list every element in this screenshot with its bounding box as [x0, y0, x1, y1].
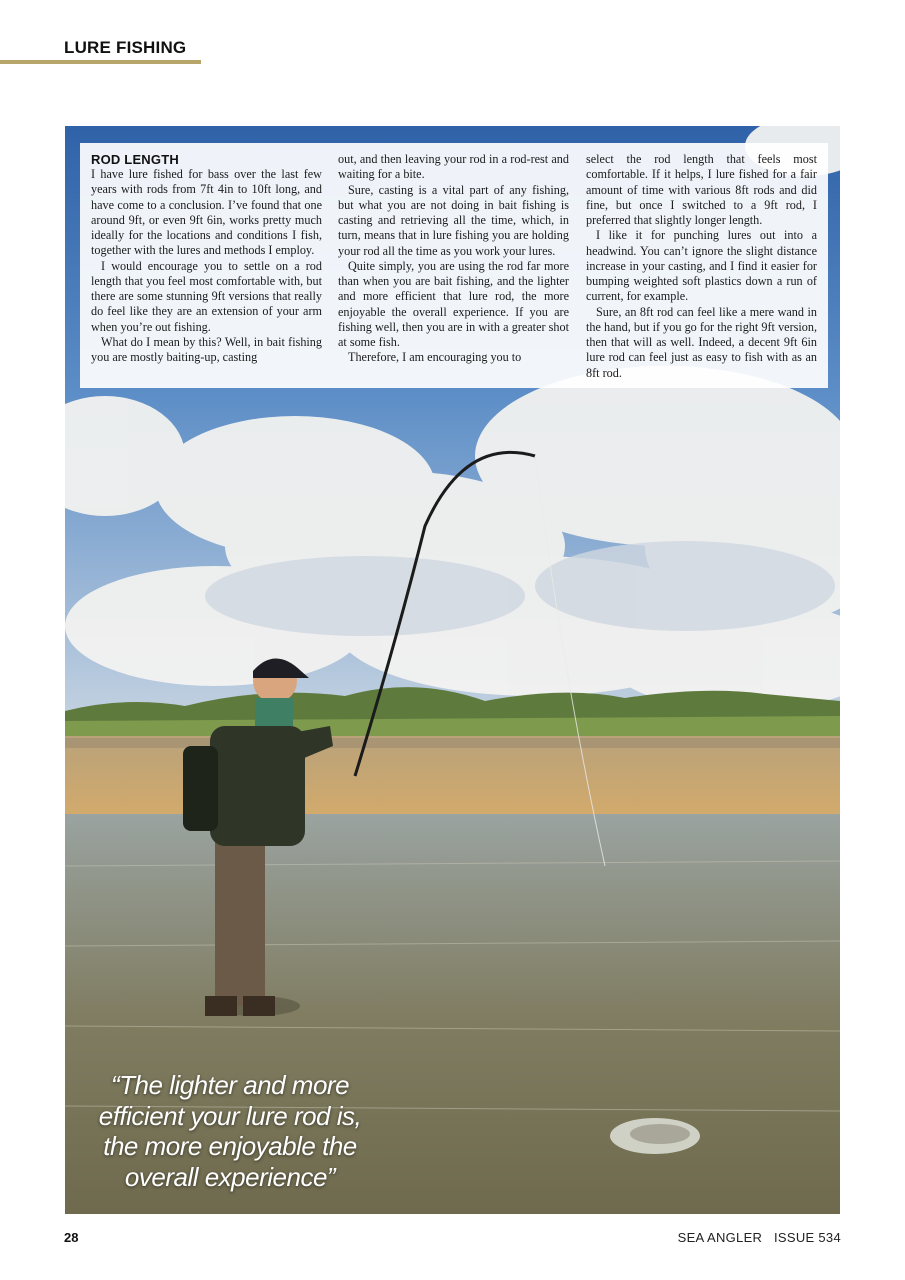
paragraph: I would encourage you to settle on a rod length that you feel most comfortable with, but there are some stunning 9ft versions that really do feel like they are an extension of your arm when you’re out fishing. — [91, 258, 322, 334]
page-number: 28 — [64, 1230, 79, 1245]
article-column-1 — [91, 152, 322, 365]
article-text-panel — [80, 143, 828, 388]
paragraph: select the rod length that feels most comfortable. If it helps, I lure fished for a fair amount of time with various 8ft rods and did fine, but once I switched to a 9ft rod, I preferred that slightly longer length. — [586, 152, 817, 227]
paragraph: out, and then leaving your rod in a rod-rest and waiting for a bite. — [338, 152, 569, 182]
article-column-3 — [586, 152, 817, 381]
splashing-fish — [610, 1118, 700, 1154]
article-column-2 — [338, 152, 569, 366]
paragraph: Sure, casting is a vital part of any fishing, but what you are not doing in bait fishing is casting and retrieving all the time, which, in turn, means that in lure fishing you are holding your rod all the time as you work your lures. — [338, 182, 569, 258]
paragraph: Quite simply, you are using the rod far more than when you are bait fishing, and the lighter and more efficient that lure rod, the more enjoyable the overall experience. If you are fishing well, then you are in with a greater shot at some fish. — [338, 258, 569, 349]
paragraph: I like it for punching lures out into a headwind. You can’t ignore the slight distance increase in your casting, and I find it easier for bumping weighted soft plastics down a run of current, for example. — [586, 228, 817, 304]
paragraph: Sure, an 8ft rod can feel like a mere wand in the hand, but if you go for the right 9ft version, then that will as well. Indeed, a decent 9ft 6in lure rod can feel just as easy to fish with as an 8ft rod. — [586, 304, 817, 380]
section-rule — [0, 60, 201, 64]
magazine-issue: SEA ANGLER ISSUE 534 — [677, 1230, 841, 1245]
section-label: LURE FISHING — [64, 38, 187, 57]
paragraph: Therefore, I am encouraging you to — [348, 350, 522, 365]
pull-quote: “The lighter and more efficient your lure rod is, the more enjoyable the overall experience” — [98, 1070, 362, 1192]
paragraph: I have lure fished for bass over the last few years with rods from 7ft 4in to 10ft long, and have come to a conclusion. I’ve found that one around 9ft, or even 9ft 6in, works pretty much ideally for the locations and conditions I fish, together with the lures and methods I employ. — [91, 167, 322, 258]
paragraph: What do I mean by this? Well, in bait fishing you are mostly baiting-up, casting — [91, 334, 322, 364]
article-heading: ROD LENGTH — [91, 152, 179, 167]
